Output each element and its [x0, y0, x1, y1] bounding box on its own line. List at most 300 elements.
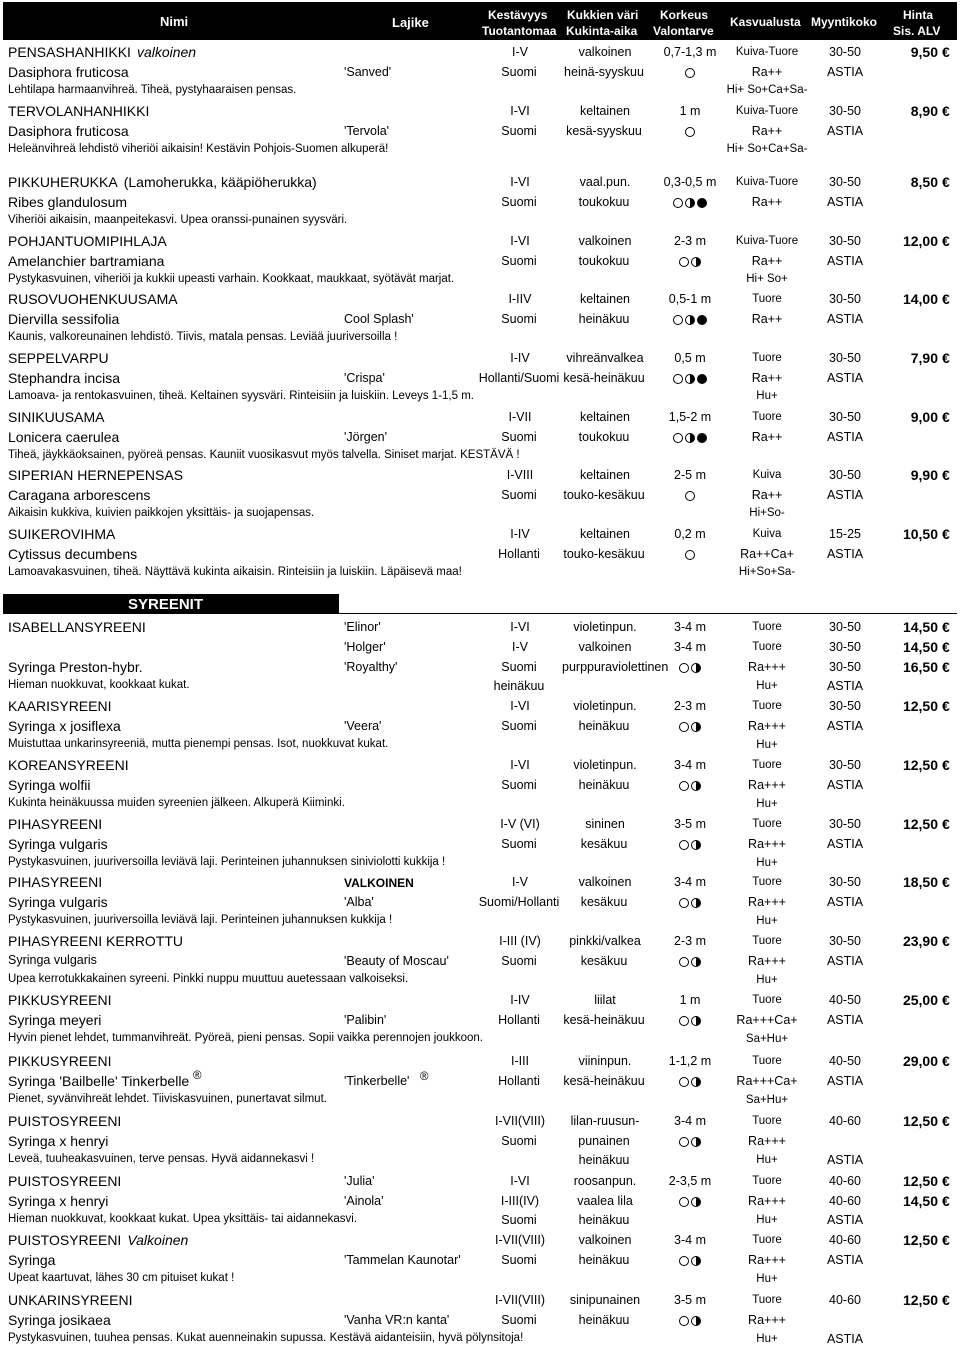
soil-quality: Ra++Ca+ [740, 547, 794, 561]
header-kukkien-vari: Kukkien väri [567, 8, 639, 22]
sun-icon [673, 433, 683, 443]
soil-notes: Hu+ [756, 1154, 778, 1166]
sale-size: 30-50 [829, 292, 861, 306]
product-name-extra: Valkoinen [127, 1232, 189, 1248]
partial-shade-icon [691, 840, 701, 850]
height: 0,2 m [674, 527, 706, 541]
hardiness: I-VIII [506, 468, 534, 482]
soil-quality: Ra++ [751, 254, 783, 268]
flower-color: valkoinen [578, 1233, 632, 1247]
soil-quality: Ra+++Ca+ [736, 1074, 798, 1088]
partial-shade-icon [685, 198, 695, 208]
currency-icon: € [942, 757, 950, 773]
currency-icon: € [942, 1113, 950, 1129]
soil-quality: Ra+++ [748, 1253, 786, 1267]
price: 12,50 [902, 1173, 938, 1189]
container-size: ASTIA [826, 719, 864, 733]
sale-size: 30-50 [829, 175, 861, 189]
container-size: ASTIA [826, 1253, 864, 1267]
currency-icon: € [942, 350, 950, 366]
partial-shade-icon [691, 1016, 701, 1026]
price: 9,90 [910, 467, 938, 483]
cultivar: VALKOINEN [344, 876, 414, 890]
description: Pystykasvuinen, viheriöi ja kukkii upeasti varhain. Kookkaat, maukkaat, syötävät marjat. [8, 273, 455, 285]
origin-country: Suomi [501, 719, 537, 733]
currency-icon: € [942, 698, 950, 714]
height: 3-4 m [674, 640, 706, 654]
flower-color: violetinpun. [573, 699, 637, 713]
product-name [8, 1232, 188, 1248]
sun-icon [679, 1256, 689, 1266]
sale-size: 30-50 [829, 620, 861, 634]
price: 12,00 [902, 233, 938, 249]
bloom-time: heinäkuu [578, 1253, 630, 1267]
soil-type: Tuore [752, 1055, 782, 1067]
header-sis-alv: Sis. ALV [893, 24, 941, 38]
latin-name: Syringa wolfii [8, 777, 91, 793]
currency-icon: € [942, 816, 950, 832]
origin-country: Hollanti [498, 547, 540, 561]
currency-icon: € [942, 659, 950, 675]
sale-size: 30-50 [829, 234, 861, 248]
hardiness: I-VII(VIII) [495, 1293, 545, 1307]
description: Pystykasvuinen, juuriversoilla leviävä laji. Perinteinen juhannuksen siniviolotti kukkija ! [8, 856, 446, 868]
height: 3-4 m [674, 758, 706, 772]
sun-icon [679, 781, 689, 791]
container-size: ASTIA [826, 488, 864, 502]
hardiness: I-IIV [508, 292, 532, 306]
sun-icon [673, 315, 683, 325]
description: Pienet, syvänvihreät lehdet. Tiiviskasvuinen, punertavat silmut. [8, 1093, 327, 1105]
soil-type: Tuore [752, 1294, 782, 1306]
partial-shade-icon [685, 433, 695, 443]
partial-shade-icon [685, 374, 695, 384]
hardiness: I-VI [510, 620, 530, 634]
hardiness: I-VI [510, 699, 530, 713]
shade-icon [697, 433, 707, 443]
header-korkeus: Korkeus [660, 8, 709, 22]
currency-icon: € [942, 174, 950, 190]
price: 14,00 [902, 291, 938, 307]
partial-shade-icon [691, 1077, 701, 1087]
sale-size: 30-50 [829, 468, 861, 482]
description: Upea kerrotukkakainen syreeni. Pinkki nuppu muuttuu auetessaan valkoiseksi. [8, 973, 409, 985]
latin-name: Syringa [8, 1252, 56, 1268]
sun-icon [679, 957, 689, 967]
origin-country: Suomi [501, 124, 537, 138]
product-name-extra: (Lamoherukka, kääpiöherukka) [123, 174, 317, 190]
sun-icon [679, 1016, 689, 1026]
sale-size: 40-60 [829, 1114, 861, 1128]
bloom-time: touko-kesäkuu [563, 547, 645, 561]
price: 12,50 [902, 757, 938, 773]
cultivar: 'Palibin' [344, 1013, 387, 1027]
soil-type: Tuore [752, 818, 782, 830]
soil-type: Tuore [752, 1234, 782, 1246]
latin-name: Diervilla sessifolia [8, 311, 120, 327]
bloom-time: kesä-heinäkuu [563, 1013, 645, 1027]
soil-notes: Hu+ [756, 1333, 778, 1345]
height: 1,5-2 m [668, 410, 712, 424]
height: 2-3 m [674, 699, 706, 713]
sale-size: 40-60 [829, 1194, 861, 1208]
bloom-time: toukokuu [578, 430, 630, 444]
origin-country: Suomi [501, 954, 537, 968]
bloom-time: heinäkuu [493, 679, 545, 693]
bloom-time: heinäkuu [578, 1213, 630, 1227]
partial-shade-icon [691, 257, 701, 267]
currency-icon: € [942, 409, 950, 425]
sale-size: 40-50 [829, 1054, 861, 1068]
soil-notes: Hi+So+Sa- [738, 566, 796, 578]
soil-quality: Ra+++ [748, 954, 786, 968]
price: 16,50 [902, 659, 938, 675]
soil-type: Tuore [752, 935, 782, 947]
origin-country: Suomi [501, 1213, 537, 1227]
sale-size: 30-50 [829, 104, 861, 118]
flower-color: keltainen [579, 104, 631, 118]
product-name: PIHASYREENI [8, 816, 103, 832]
hardiness: I-VI [510, 234, 530, 248]
currency-icon: € [942, 1232, 950, 1248]
soil-quality: Ra++ [751, 488, 783, 502]
currency-icon: € [942, 619, 950, 635]
cultivar: 'Jörgen' [344, 430, 387, 444]
header-kasvualusta: Kasvualusta [730, 15, 801, 29]
currency-icon: € [942, 1292, 950, 1308]
description: Muistuttaa unkarinsyreeniä, mutta pienempi pensas. Isot, nuokkuvat kukat. [8, 738, 389, 750]
product-name: POHJANTUOMIPIHLAJA [8, 233, 167, 249]
hardiness: I-VI [510, 175, 530, 189]
currency-icon: € [942, 467, 950, 483]
price: 12,50 [902, 816, 938, 832]
divider [339, 613, 957, 614]
hardiness: I-III (IV) [499, 934, 541, 948]
soil-quality: Ra+++ [748, 1194, 786, 1208]
container-size: ASTIA [826, 195, 864, 209]
soil-type: Tuore [752, 621, 782, 633]
product-name [8, 44, 196, 60]
cultivar: 'Vanha VR:n kanta' [344, 1313, 450, 1327]
container-size: ASTIA [826, 65, 864, 79]
description: Hieman nuokkuvat, kookkaat kukat. [8, 679, 190, 691]
soil-type: Tuore [752, 293, 782, 305]
currency-icon: € [942, 291, 950, 307]
container-size: ASTIA [826, 895, 864, 909]
height: 0,5-1 m [668, 292, 712, 306]
header-kukinta-aika: Kukinta-aika [566, 24, 638, 38]
soil-notes: Sa+Hu+ [745, 1094, 789, 1106]
price: 10,50 [902, 526, 938, 542]
bloom-time: kesäkuu [580, 837, 628, 851]
sale-size: 30-50 [829, 640, 861, 654]
flower-color: keltainen [579, 410, 631, 424]
soil-quality: Ra+++ [748, 719, 786, 733]
flower-color: vaal.pun. [579, 175, 631, 189]
container-size: ASTIA [826, 1153, 864, 1167]
soil-type: Tuore [752, 759, 782, 771]
sun-icon [679, 257, 689, 267]
soil-notes: Hu+ [756, 974, 778, 986]
hardiness: I-III(IV) [500, 1194, 540, 1208]
cultivar: 'Royalthy' [344, 660, 398, 674]
sun-icon [679, 1197, 689, 1207]
partial-shade-icon [691, 1197, 701, 1207]
price: 14,50 [902, 619, 938, 635]
hardiness: I-V [512, 45, 528, 59]
height: 0,3-0,5 m [663, 175, 717, 189]
description: Lehtilapa harmaanvihreä. Tiheä, pystyhaaraisen pensas. [8, 84, 297, 96]
latin-name: Caragana arborescens [8, 487, 151, 503]
container-size: ASTIA [826, 1332, 864, 1346]
flower-color: purppuraviolettinen [562, 660, 669, 674]
flower-color: roosanpun. [573, 1174, 637, 1188]
hardiness: I-III [510, 1054, 530, 1068]
latin-name: Syringa vulgaris [8, 894, 108, 910]
cultivar: 'Alba' [344, 895, 374, 909]
origin-country: Suomi [501, 1134, 537, 1148]
latin-name: Syringa Preston-hybr. [8, 659, 143, 675]
sale-size: 40-60 [829, 1174, 861, 1188]
flower-color: sinipunainen [569, 1293, 641, 1307]
header-hinta: Hinta [903, 8, 933, 22]
height: 1-1,2 m [668, 1054, 712, 1068]
currency-icon: € [942, 1173, 950, 1189]
sun-icon [685, 491, 695, 501]
sale-size: 30-50 [829, 699, 861, 713]
origin-country: Suomi [501, 65, 537, 79]
partial-shade-icon [691, 898, 701, 908]
description: Hieman nuokkuvat, kookkaat kukat. Upea yksittäis- tai aidannekasvi. [8, 1213, 358, 1225]
header-myyntikoko: Myyntikoko [811, 15, 878, 29]
height: 3-4 m [674, 875, 706, 889]
price: 14,50 [902, 1193, 938, 1209]
sale-size: 40-50 [829, 993, 861, 1007]
soil-notes: Hi+ So+Ca+Sa- [726, 84, 808, 96]
price: 12,50 [902, 1292, 938, 1308]
sale-size: 30-50 [829, 351, 861, 365]
price: 18,50 [902, 874, 938, 890]
hardiness: I-IV [510, 527, 530, 541]
bloom-time: kesäkuu [580, 895, 628, 909]
price: 23,90 [902, 933, 938, 949]
height: 3-4 m [674, 1114, 706, 1128]
product-name-text: PIKKUHERUKKA [8, 174, 118, 190]
currency-icon: € [942, 233, 950, 249]
latin-name: Amelanchier bartramiana [8, 253, 165, 269]
product-name: PIKKUSYREENI [8, 992, 112, 1008]
origin-country: Suomi/Hollanti [478, 895, 560, 909]
height: 2-5 m [674, 468, 706, 482]
price: 12,50 [902, 698, 938, 714]
flower-color: keltainen [579, 468, 631, 482]
container-size: ASTIA [826, 1074, 864, 1088]
hardiness: I-IV [510, 351, 530, 365]
flower-color: vaalea lila [577, 1194, 633, 1208]
cultivar: 'Tervola' [344, 124, 390, 138]
flower-color: valkoinen [578, 45, 632, 59]
partial-shade-icon [691, 1137, 701, 1147]
origin-country: Suomi [501, 660, 537, 674]
currency-icon: € [942, 874, 950, 890]
height: 1 m [679, 104, 701, 118]
product-name: RUSOVUOHENKUUSAMA [8, 291, 178, 307]
product-name: UNKARINSYREENI [8, 1292, 133, 1308]
container-size: ASTIA [826, 1013, 864, 1027]
container-size: ASTIA [826, 371, 864, 385]
origin-country: Suomi [501, 1313, 537, 1327]
partial-shade-icon [691, 957, 701, 967]
product-name: PIHASYREENI KERROTTU [8, 933, 184, 949]
partial-shade-icon [691, 722, 701, 732]
bloom-time: heinäkuu [578, 1313, 630, 1327]
currency-icon: € [942, 103, 950, 119]
bloom-time: kesä-heinäkuu [563, 1074, 645, 1088]
price: 9,00 [910, 409, 938, 425]
height: 3-5 m [674, 817, 706, 831]
origin-country: Hollanti/Suomi [478, 371, 560, 385]
header-tuotantomaa: Tuotantomaa [482, 24, 557, 38]
registered-mark: ® [193, 1070, 202, 1082]
price: 29,00 [902, 1053, 938, 1069]
flower-color: valkoinen [578, 234, 632, 248]
hardiness: I-VII(VIII) [495, 1114, 545, 1128]
origin-country: Suomi [501, 312, 537, 326]
description: Kukinta heinäkuussa muiden syreenien jälkeen. Alkuperä Kiiminki. [8, 797, 345, 809]
flower-color: valkoinen [578, 640, 632, 654]
sale-size: 30-50 [829, 758, 861, 772]
cultivar: Cool Splash' [344, 312, 414, 326]
container-size: ASTIA [826, 547, 864, 561]
latin-name: Syringa meyeri [8, 1012, 102, 1028]
latin-name: Stephandra incisa [8, 370, 121, 386]
soil-notes: Hu+ [756, 739, 778, 751]
currency-icon: € [942, 639, 950, 655]
soil-quality: Ra++ [751, 195, 783, 209]
soil-quality: Ra+++ [748, 837, 786, 851]
product-name: ISABELLANSYREENI [8, 619, 146, 635]
shade-icon [697, 198, 707, 208]
bloom-time: kesäkuu [580, 954, 628, 968]
hardiness: I-V [512, 875, 528, 889]
origin-country: Suomi [501, 837, 537, 851]
table-header [3, 2, 957, 40]
height: 3-4 m [674, 620, 706, 634]
product-name: SIPERIAN HERNEPENSAS [8, 467, 184, 483]
shade-icon [697, 315, 707, 325]
product-name: PUISTOSYREENI [8, 1173, 122, 1189]
product-name [8, 174, 317, 190]
flower-color: liilat [594, 993, 616, 1007]
origin-country: Suomi [501, 195, 537, 209]
hardiness: I-VII [508, 410, 532, 424]
sun-icon [679, 898, 689, 908]
latin-name: Syringa x henryi [8, 1193, 109, 1209]
section-banner [3, 594, 339, 614]
soil-quality: Ra+++Ca+ [736, 1013, 798, 1027]
sale-size: 15-25 [829, 527, 861, 541]
soil-quality: Ra+++ [748, 778, 786, 792]
product-name: PIHASYREENI [8, 874, 103, 890]
sale-size: 30-50 [829, 660, 861, 674]
soil-notes: Hu+ [756, 1273, 778, 1285]
bloom-time: touko-kesäkuu [563, 488, 645, 502]
soil-type: Tuore [752, 1115, 782, 1127]
sun-icon [673, 374, 683, 384]
latin-name: Syringa x henryi [8, 1133, 109, 1149]
soil-notes: Hu+ [756, 1214, 778, 1226]
soil-notes: Hu+ [756, 915, 778, 927]
origin-country: Suomi [501, 778, 537, 792]
height: 0,7-1,3 m [663, 45, 717, 59]
header-kestavyys: Kestävyys [488, 8, 548, 22]
partial-shade-icon [691, 663, 701, 673]
section-title: SYREENIT [128, 596, 204, 613]
flower-color: pinkki/valkea [569, 934, 641, 948]
soil-type: Tuore [752, 411, 782, 423]
soil-quality: Ra+++ [748, 1134, 786, 1148]
soil-type: Tuore [752, 876, 782, 888]
bloom-time: kesä-heinäkuu [563, 371, 645, 385]
bloom-time: punainen [578, 1134, 630, 1148]
sale-size: 40-60 [829, 1293, 861, 1307]
flower-color: violetinpun. [573, 758, 637, 772]
currency-icon: € [942, 933, 950, 949]
soil-notes: Hu+ [756, 390, 778, 402]
bloom-time: heinäkuu [578, 1153, 630, 1167]
sale-size: 30-50 [829, 934, 861, 948]
sun-icon [679, 663, 689, 673]
product-name: PUISTOSYREENI [8, 1113, 122, 1129]
soil-quality: Ra++ [751, 312, 783, 326]
description: Lamoava- ja rentokasvuinen, tiheä. Keltainen syysväri. Rinteisiin ja luiskiin. Leveys 1-1,5 m. [8, 390, 474, 402]
product-name: SINIKUUSAMA [8, 409, 105, 425]
price: 14,50 [902, 639, 938, 655]
header-lajike: Lajike [392, 15, 429, 30]
currency-icon: € [942, 1193, 950, 1209]
price: 8,50 [910, 174, 938, 190]
origin-country: Suomi [501, 430, 537, 444]
soil-quality: Ra+++ [748, 660, 786, 674]
sale-size: 30-50 [829, 817, 861, 831]
sun-icon [679, 840, 689, 850]
cultivar: 'Elinor' [344, 620, 381, 634]
height: 1 m [679, 993, 701, 1007]
product-name-text: PUISTOSYREENI [8, 1232, 122, 1248]
height: 2-3,5 m [668, 1174, 712, 1188]
soil-quality: Ra++ [751, 65, 783, 79]
latin-name: Syringa vulgaris [8, 836, 108, 852]
hardiness: I-VII(VIII) [495, 1233, 545, 1247]
height: 3-4 m [674, 1233, 706, 1247]
container-size: ASTIA [826, 954, 864, 968]
container-size: ASTIA [826, 679, 864, 693]
description: Tiheä, jäykkäoksainen, pyöreä pensas. Kauniit vuosikasvut myös talvella. Siniset marjat. KESTÄVÄ ! [8, 449, 520, 461]
height: 0,5 m [674, 351, 706, 365]
cultivar: 'Ainola' [344, 1194, 384, 1208]
bloom-time: heinäkuu [578, 778, 630, 792]
soil-notes: Hu+ [756, 680, 778, 692]
currency-icon: € [942, 44, 950, 60]
price: 12,50 [902, 1113, 938, 1129]
product-name: PIKKUSYREENI [8, 1053, 112, 1069]
header-valontarve: Valontarve [653, 24, 714, 38]
description: Pystykasvuinen, juuriversoilla leviävä laji. Perinteinen juhannuksen kukkija ! [8, 914, 393, 926]
origin-country: Hollanti [498, 1013, 540, 1027]
bloom-time: heinäkuu [578, 312, 630, 326]
description: Kaunis, valkoreunainen lehdistö. Tiivis, matala pensas. Leviää juuriversoilla ! [8, 331, 398, 343]
cultivar: 'Julia' [344, 1174, 375, 1188]
